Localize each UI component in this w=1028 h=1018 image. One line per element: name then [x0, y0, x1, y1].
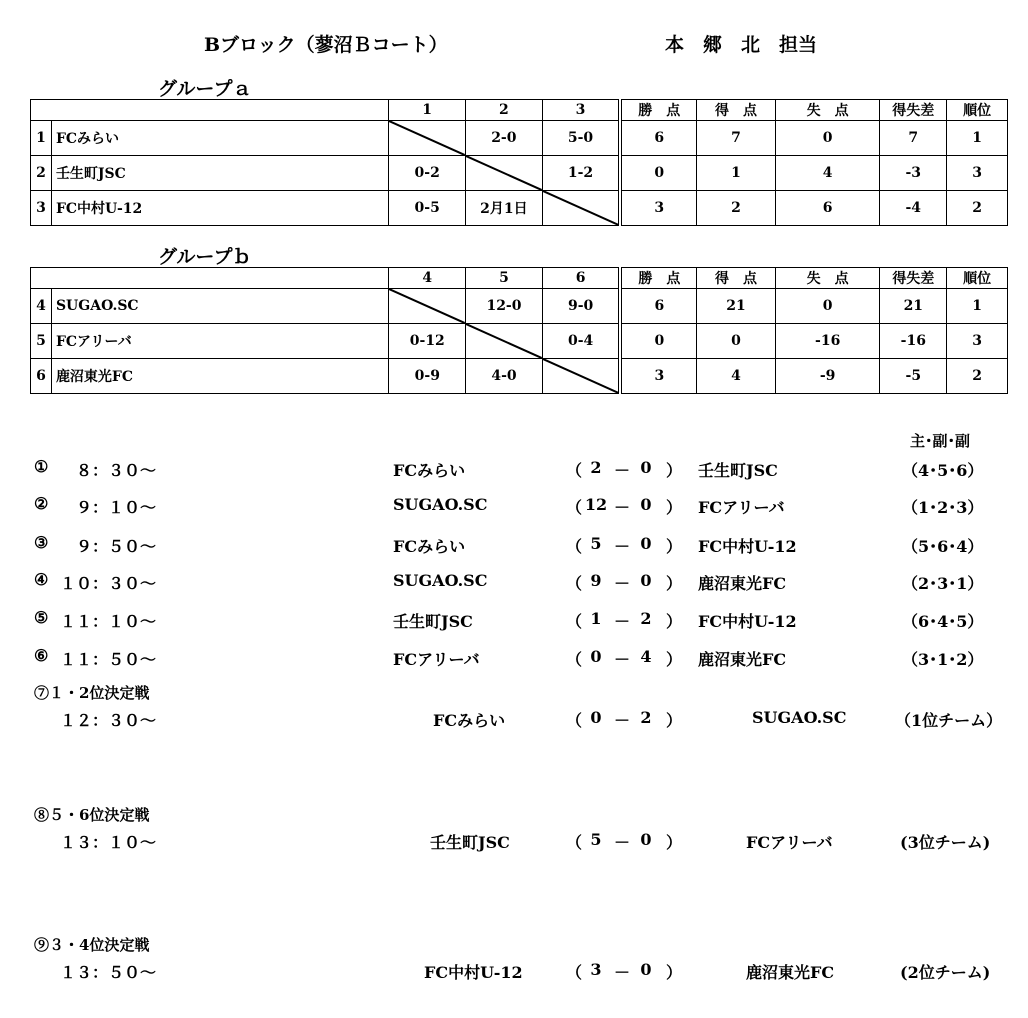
final-dash: － [614, 833, 631, 852]
match-home-score: 12 [584, 495, 608, 514]
match-close: ） [666, 461, 683, 480]
rank-cell: 2 [947, 359, 1008, 394]
group-a-table [30, 99, 1008, 226]
team-name: FCみらい [51, 121, 388, 156]
match-open: （ [566, 574, 583, 593]
final-dash: － [614, 963, 631, 982]
team-no: 6 [31, 359, 52, 394]
match-no: ① [34, 457, 49, 476]
final-label: ⑨３・4位決定戦 [34, 936, 150, 954]
goals-for-cell: 1 [697, 156, 776, 191]
match-dash: － [614, 650, 631, 669]
match-away-score: 0 [640, 571, 652, 590]
header-blank [31, 268, 389, 289]
goal-diff-cell: -4 [880, 191, 947, 226]
match-referees: （3･1･2） [902, 650, 984, 669]
match-away-score: 0 [640, 495, 652, 514]
score-cell: 0-4 [542, 324, 620, 359]
match-home-score: 9 [590, 571, 602, 590]
rank-cell: 3 [947, 324, 1008, 359]
match-home-score: 5 [590, 534, 602, 553]
match-home: FCみらい [393, 461, 466, 480]
diagonal-cell [466, 324, 543, 359]
final-away: FCアリーバ [746, 833, 833, 852]
rank-cell: 1 [947, 121, 1008, 156]
points-cell: 6 [620, 289, 696, 324]
points-cell: 3 [620, 191, 696, 226]
match-open: （ [566, 461, 583, 480]
goals-for-cell: 4 [697, 359, 776, 394]
goal-diff-cell: -16 [880, 324, 947, 359]
match-time: １１：５０～ [60, 650, 157, 669]
goals-for-cell: 7 [697, 121, 776, 156]
col-header: 5 [466, 268, 543, 289]
match-away: 壬生町JSC [698, 461, 778, 480]
final-dash: － [614, 711, 631, 730]
match-referees: （2･3･1） [902, 574, 984, 593]
score-cell: 0-5 [389, 191, 466, 226]
match-home: SUGAO.SC [393, 571, 488, 590]
goals-against-cell: -9 [775, 359, 880, 394]
match-dash: － [614, 461, 631, 480]
match-referees: （6･4･5） [902, 612, 984, 631]
match-time: ９：５０～ [76, 537, 157, 556]
final-home-score: 3 [590, 960, 602, 979]
match-away: FCアリーバ [698, 498, 785, 517]
final-open: （ [566, 963, 583, 982]
match-time: ８：３０～ [76, 461, 157, 480]
match-no: ④ [34, 570, 49, 589]
rank-cell: 3 [947, 156, 1008, 191]
match-close: ） [666, 612, 683, 631]
diagonal-cell [542, 359, 620, 394]
final-away-score: 0 [640, 960, 652, 979]
goals-against-cell: 4 [775, 156, 880, 191]
score-cell: 0-2 [389, 156, 466, 191]
points-header: 勝 点 [620, 268, 696, 289]
team-name: 壬生町JSC [51, 156, 388, 191]
points-header: 勝 点 [620, 100, 696, 121]
final-away: SUGAO.SC [752, 708, 847, 727]
goals-for-cell: 2 [697, 191, 776, 226]
goals-for-header: 得 点 [697, 100, 776, 121]
goals-against-header: 失 点 [775, 100, 880, 121]
final-note: (2位チーム) [900, 963, 991, 982]
final-away-score: 0 [640, 830, 652, 849]
match-close: ） [666, 498, 683, 517]
rank-header: 順位 [947, 100, 1008, 121]
points-cell: 0 [620, 156, 696, 191]
match-time: ９：１０～ [76, 498, 157, 517]
score-cell: 5-0 [542, 121, 620, 156]
group-b-table [30, 267, 1008, 394]
group-b-title: グループｂ [158, 246, 252, 268]
match-open: （ [566, 650, 583, 669]
match-dash: － [614, 574, 631, 593]
team-name: SUGAO.SC [51, 289, 389, 324]
score-cell: 9-0 [542, 289, 620, 324]
score-cell: 4-0 [466, 359, 543, 394]
match-dash: － [614, 498, 631, 517]
table-row [31, 156, 1008, 191]
final-home: FCみらい [433, 711, 506, 730]
match-home-score: 1 [590, 609, 602, 628]
final-home: FC中村U-12 [424, 963, 523, 982]
final-away: 鹿沼東光FC [746, 963, 835, 982]
team-no: 5 [31, 324, 52, 359]
goals-against-cell: 0 [775, 289, 880, 324]
table-row [31, 324, 1008, 359]
rank-header: 順位 [947, 268, 1008, 289]
match-away: FC中村U-12 [698, 612, 797, 631]
diagonal-cell [389, 289, 466, 324]
final-home-score: 5 [590, 830, 602, 849]
final-close: ） [666, 711, 683, 730]
match-away-score: 4 [640, 647, 652, 666]
charge-label: 本 郷 北 担当 [665, 34, 818, 56]
match-no: ⑥ [34, 646, 49, 665]
final-close: ） [666, 833, 683, 852]
match-away-score: 0 [640, 458, 652, 477]
final-note: （1位チーム） [895, 711, 1003, 730]
points-cell: 6 [620, 121, 696, 156]
diagonal-cell [389, 121, 466, 156]
match-referees: （1･2･3） [902, 498, 984, 517]
team-no: 3 [31, 191, 52, 226]
match-dash: － [614, 537, 631, 556]
match-home-score: 0 [590, 647, 602, 666]
goals-for-cell: 0 [697, 324, 776, 359]
final-time: １３：５０～ [60, 963, 157, 982]
referee-header: 主･副･副 [910, 432, 971, 450]
score-cell: 0-9 [389, 359, 466, 394]
match-time: １１：１０～ [60, 612, 157, 631]
team-name: FC中村U-12 [51, 191, 388, 226]
goals-against-cell: 6 [775, 191, 880, 226]
match-away: 鹿沼東光FC [698, 574, 787, 593]
final-time: １２：３０～ [60, 711, 157, 730]
match-away: 鹿沼東光FC [698, 650, 787, 669]
goal-diff-cell: -5 [880, 359, 947, 394]
col-header: 2 [466, 100, 543, 121]
points-cell: 0 [620, 324, 696, 359]
match-away-score: 2 [640, 609, 652, 628]
match-home: FCアリーバ [393, 650, 480, 669]
match-dash: － [614, 612, 631, 631]
goals-against-cell: 0 [775, 121, 880, 156]
goals-for-cell: 21 [697, 289, 776, 324]
final-note: (3位チーム) [900, 833, 991, 852]
team-no: 4 [31, 289, 52, 324]
score-cell: 0-12 [389, 324, 466, 359]
goal-diff-cell: 7 [880, 121, 947, 156]
goal-diff-cell: 21 [880, 289, 947, 324]
final-open: （ [566, 833, 583, 852]
score-cell: 2-0 [466, 121, 543, 156]
team-no: 2 [31, 156, 52, 191]
match-away-score: 0 [640, 534, 652, 553]
match-close: ） [666, 650, 683, 669]
match-no: ② [34, 494, 49, 513]
points-cell: 3 [620, 359, 696, 394]
match-home: 壬生町JSC [393, 612, 473, 631]
col-header: 4 [389, 268, 466, 289]
score-cell: 1-2 [542, 156, 620, 191]
match-referees: （4･5･6） [902, 461, 984, 480]
match-open: （ [566, 537, 583, 556]
team-name: FCアリーバ [51, 324, 389, 359]
final-home-score: 0 [590, 708, 602, 727]
final-time: １３：１０～ [60, 833, 157, 852]
goals-against-header: 失 点 [775, 268, 880, 289]
match-home: SUGAO.SC [393, 495, 488, 514]
block-title: Bブロック（蓼沼Ｂコート） [204, 34, 448, 56]
goal-diff-header: 得失差 [880, 268, 947, 289]
rank-cell: 2 [947, 191, 1008, 226]
header-blank [31, 100, 389, 121]
match-time: １０：３０～ [60, 574, 157, 593]
team-name: 鹿沼東光FC [51, 359, 389, 394]
table-row [31, 359, 1008, 394]
final-label: ⑦１・2位決定戦 [34, 684, 150, 702]
goal-diff-cell: -3 [880, 156, 947, 191]
team-no: 1 [31, 121, 52, 156]
final-open: （ [566, 711, 583, 730]
final-home: 壬生町JSC [430, 833, 510, 852]
score-cell: 2月1日 [466, 191, 543, 226]
group-a-title: グループａ [158, 78, 252, 100]
col-header: 3 [542, 100, 620, 121]
match-home-score: 2 [590, 458, 602, 477]
match-open: （ [566, 498, 583, 517]
diagonal-cell [542, 191, 620, 226]
diagonal-cell [466, 156, 543, 191]
col-header: 1 [389, 100, 466, 121]
match-close: ） [666, 574, 683, 593]
match-close: ） [666, 537, 683, 556]
match-home: FCみらい [393, 537, 466, 556]
rank-cell: 1 [947, 289, 1008, 324]
goals-against-cell: -16 [775, 324, 880, 359]
match-no: ⑤ [34, 608, 49, 627]
match-open: （ [566, 612, 583, 631]
match-referees: （5･6･4） [902, 537, 984, 556]
final-label: ⑧５・6位決定戦 [34, 806, 150, 824]
score-cell: 12-0 [466, 289, 543, 324]
goal-diff-header: 得失差 [880, 100, 947, 121]
table-row [31, 289, 1008, 324]
final-away-score: 2 [640, 708, 652, 727]
goals-for-header: 得 点 [697, 268, 776, 289]
match-away: FC中村U-12 [698, 537, 797, 556]
final-close: ） [666, 963, 683, 982]
table-row [31, 191, 1008, 226]
table-row [31, 121, 1008, 156]
col-header: 6 [542, 268, 620, 289]
match-no: ③ [34, 533, 49, 552]
